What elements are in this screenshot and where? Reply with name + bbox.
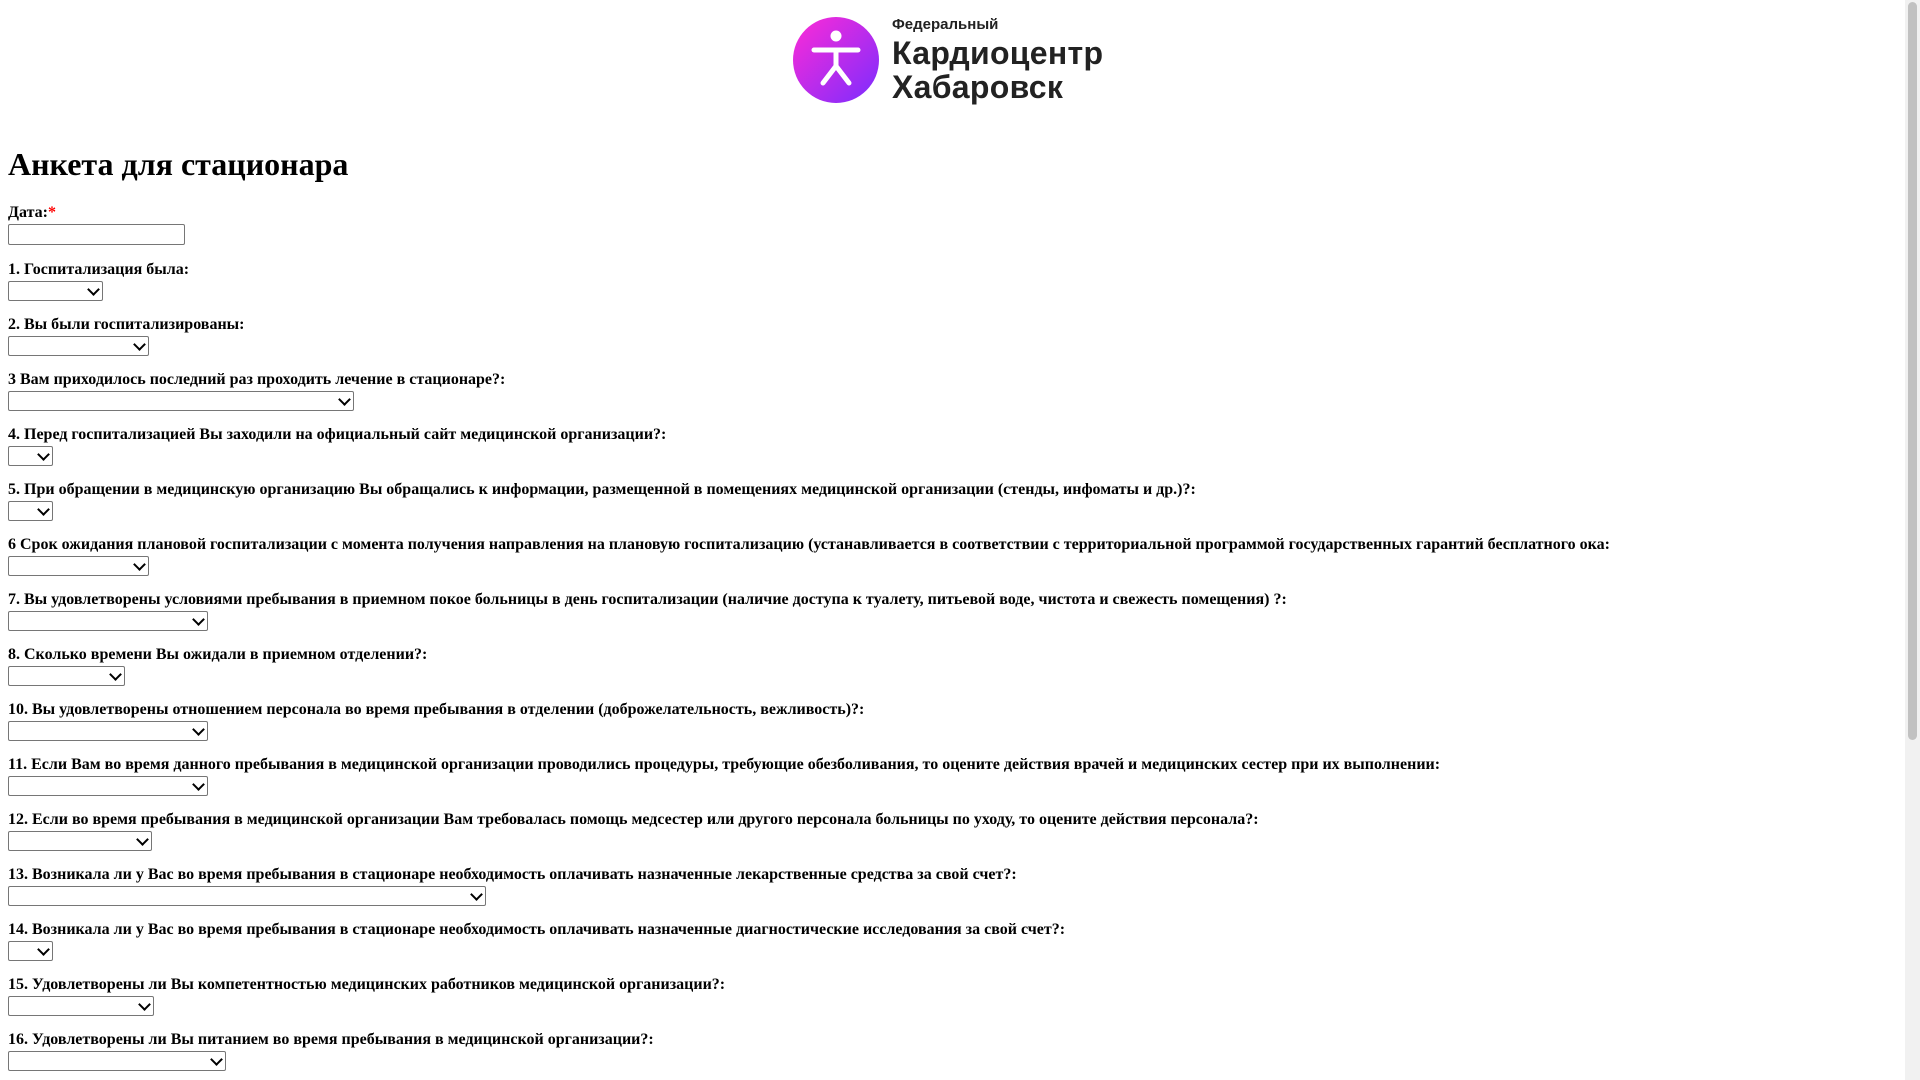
chevron-down-icon (338, 393, 351, 406)
chevron-down-icon (109, 668, 122, 681)
question-8 (8, 645, 1610, 700)
question-3 (8, 370, 1610, 425)
chevron-down-icon (136, 833, 149, 846)
header (0, 0, 1905, 120)
question-select[interactable] (8, 611, 208, 631)
question-10 (8, 700, 1610, 755)
question-select[interactable] (8, 1051, 226, 1071)
question-select[interactable] (8, 996, 154, 1016)
question-label: 16. Удовлетворены ли Вы питанием во время пребывания в медицинской организации?: (8, 1031, 654, 1048)
question-label: 13. Возникала ли у Вас во время пребывания в стационаре необходимость оплачивать назначенные лекарственные средства за свой счет?: (8, 866, 1017, 883)
question-1 (8, 260, 1610, 315)
chevron-down-icon (37, 503, 50, 516)
date-field-group (8, 203, 1610, 260)
question-6 (8, 535, 1610, 590)
chevron-down-icon (210, 1053, 223, 1066)
question-select[interactable] (8, 501, 53, 521)
question-label: 10. Вы удовлетворены отношением персонала во время пребывания в отделении (доброжелательность, вежливость)?: (8, 701, 865, 718)
question-5 (8, 480, 1610, 535)
question-label: 15. Удовлетворены ли Вы компетентностью медицинских работников медицинской организации?: (8, 976, 726, 993)
question-13 (8, 865, 1610, 920)
question-label: 12. Если во время пребывания в медицинской организации Вам требовалась помощь медсестер или другого персонала больницы по уходу, то оцените действия персонала?: (8, 811, 1259, 828)
logo-line2: Хабаровск (892, 69, 1064, 105)
question-select[interactable] (8, 281, 103, 301)
question-select[interactable] (8, 446, 53, 466)
logo-small-text: Федеральный (892, 16, 999, 33)
logo-line1: Кардиоцентр (892, 35, 1104, 71)
question-select[interactable] (8, 941, 53, 961)
chevron-down-icon (133, 558, 146, 571)
page-title: Анкета для стационара (8, 146, 349, 182)
question-label: 7. Вы удовлетворены условиями пребывания в приемном покое больницы в день госпитализации (наличие доступа к туалету, питьевой воде, чистота и свежесть помещения) ?: (8, 591, 1287, 608)
chevron-down-icon (470, 888, 483, 901)
chevron-down-icon (192, 778, 205, 791)
date-input[interactable] (8, 224, 185, 245)
question-label: 4. Перед госпитализацией Вы заходили на официальный сайт медицинской организации?: (8, 426, 667, 443)
logo[interactable] (792, 16, 1108, 104)
question-11 (8, 755, 1610, 810)
question-select[interactable] (8, 776, 208, 796)
question-12 (8, 810, 1610, 865)
chevron-down-icon (37, 943, 50, 956)
question-16 (8, 1030, 1610, 1080)
question-select[interactable] (8, 336, 149, 356)
question-label: 8. Сколько времени Вы ожидали в приемном отделении?: (8, 646, 428, 663)
date-label: Дата:* (8, 204, 56, 221)
question-7 (8, 590, 1610, 645)
logo-text (892, 16, 1103, 104)
survey-form (8, 203, 1610, 1080)
chevron-down-icon (37, 448, 50, 461)
question-select[interactable] (8, 556, 149, 576)
chevron-down-icon (87, 283, 100, 296)
chevron-down-icon (138, 998, 151, 1011)
question-15 (8, 975, 1610, 1030)
chevron-down-icon (192, 723, 205, 736)
question-14 (8, 920, 1610, 975)
question-label: 1. Госпитализация была: (8, 261, 190, 278)
question-label: 11. Если Вам во время данного пребывания в медицинской организации проводились процедуры, требующие обезболивания, то оцените действия врачей и медицинских сестер при их выполнении: (8, 756, 1441, 773)
question-label: 6 Срок ожидания плановой госпитализации с момента получения направления на плановую госпитализацию (устанавливается в соответствии с территориальной программой государственных гарантий бесплатного ока: (8, 536, 1610, 553)
scrollbar-thumb[interactable] (1908, 2, 1917, 740)
logo-person-icon (792, 16, 880, 104)
question-label: 14. Возникала ли у Вас во время пребывания в стационаре необходимость оплачивать назначенные диагностические исследования за свой счет?: (8, 921, 1066, 938)
question-label: 5. При обращении в медицинскую организацию Вы обращались к информации, размещенной в помещениях медицинской организации (стенды, инфоматы и др.)?: (8, 481, 1196, 498)
question-2 (8, 315, 1610, 370)
question-select[interactable] (8, 831, 152, 851)
question-label: 2. Вы были госпитализированы: (8, 316, 245, 333)
vertical-scrollbar[interactable] (1905, 0, 1920, 1080)
chevron-down-icon (133, 338, 146, 351)
chevron-down-icon (192, 613, 205, 626)
question-label: 3 Вам приходилось последний раз проходить лечение в стационаре?: (8, 371, 506, 388)
required-mark: * (47, 204, 56, 221)
question-4 (8, 425, 1610, 480)
question-select[interactable] (8, 391, 354, 411)
question-select[interactable] (8, 721, 208, 741)
question-select[interactable] (8, 666, 125, 686)
question-select[interactable] (8, 886, 486, 906)
